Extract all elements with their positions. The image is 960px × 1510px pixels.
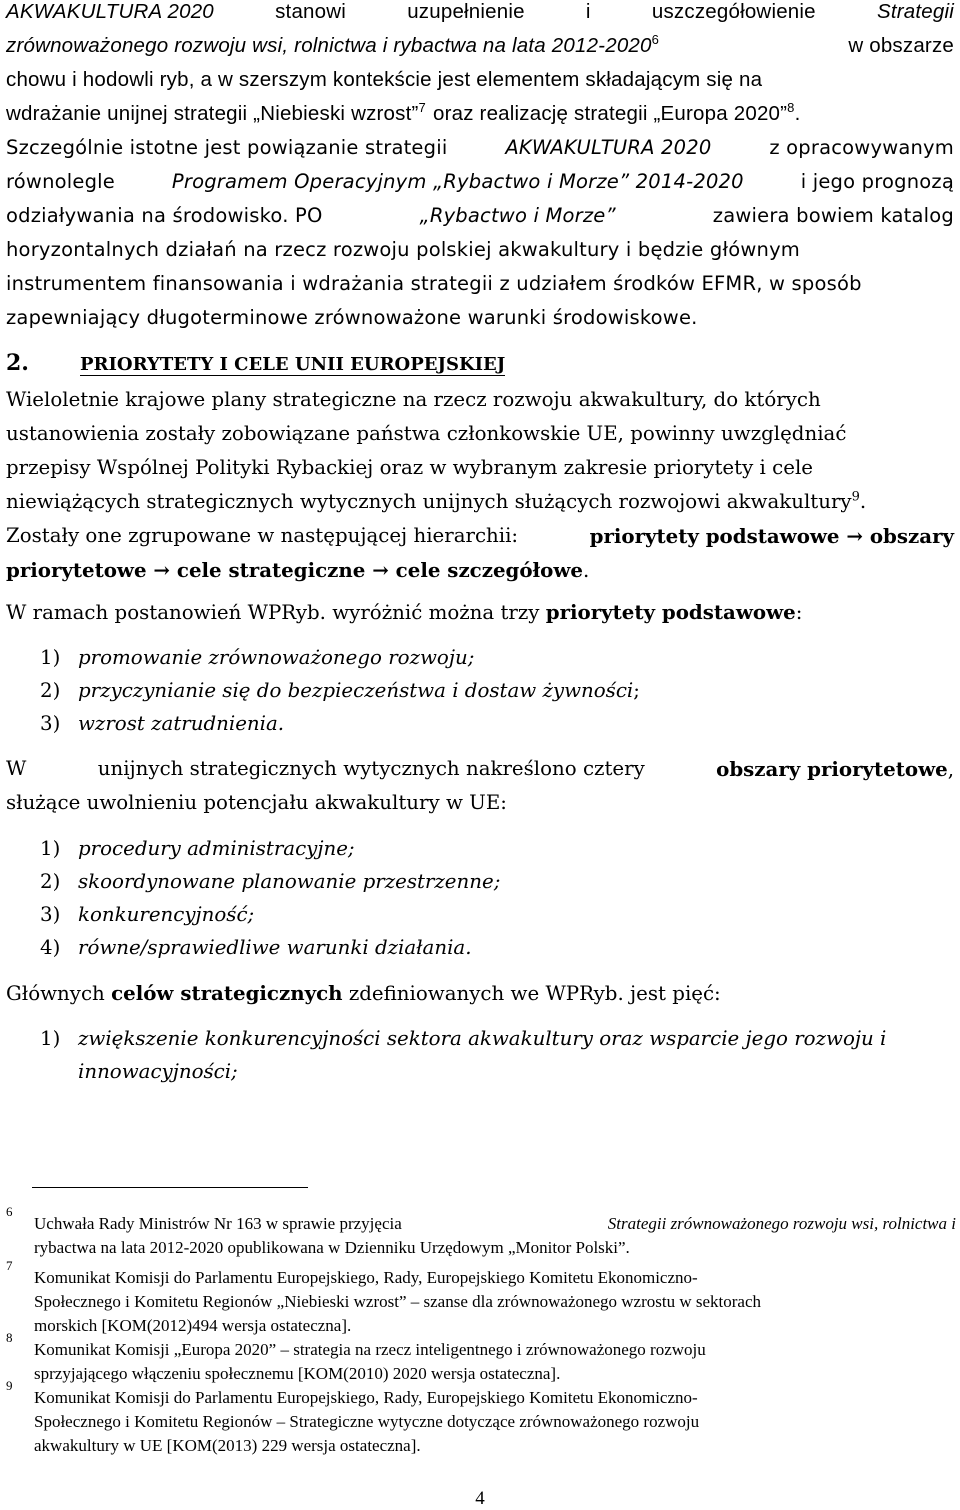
- word: uzupełnienie: [407, 0, 525, 23]
- text-span: oraz realizację strategii „Europa 2020”: [432, 102, 788, 125]
- list-item: [6, 707, 954, 740]
- footnote-line: [34, 1236, 956, 1260]
- list-number: 2): [40, 679, 61, 702]
- list-item: [6, 865, 954, 898]
- paragraph-plans: [6, 383, 954, 587]
- title-small: NII: [310, 354, 351, 375]
- word: stanowi: [275, 0, 347, 23]
- footnotes: [6, 1194, 956, 1458]
- list-number: 1): [40, 1027, 61, 1050]
- text-line: [6, 131, 954, 165]
- text-span: służące uwolnieniu potencjału akwakultury w UE:: [6, 791, 507, 814]
- list-number: 4): [40, 936, 61, 959]
- italic-text: Programem Operacyjnym „Rybactwo i Morze” 2014-2020: [171, 170, 744, 193]
- footnote-line: [34, 1338, 956, 1362]
- text-line: [6, 233, 954, 267]
- text-line: [6, 63, 954, 97]
- text-span: Komunikat Komisji do Parlamentu Europejskiego, Rady, Europejskiego Komitetu Ekonomiczno-: [34, 1268, 698, 1287]
- title-cap: P: [80, 354, 94, 375]
- italic-text: konkurencyjność;: [78, 903, 255, 926]
- footnote-ref[interactable]: 7: [418, 100, 426, 116]
- text-line: [6, 786, 954, 820]
- text-line: [6, 752, 954, 786]
- text-line: [6, 301, 954, 335]
- italic-text: promowanie zrównoważonego rozwoju;: [78, 646, 475, 669]
- list-number: 1): [40, 837, 61, 860]
- footnote-line: [34, 1386, 956, 1410]
- footnote-line: [34, 1266, 956, 1290]
- text-span: Głównych: [6, 982, 105, 1005]
- punctuation: ;: [633, 679, 640, 702]
- footnote-line: [34, 1314, 956, 1338]
- bold-text: priorytetowe → cele strategiczne → cele szczegółowe: [6, 558, 583, 582]
- document-page: [6, 0, 954, 1088]
- text-line: [6, 165, 954, 199]
- list-item: [6, 674, 954, 707]
- text-span: zawiera bowiem katalog: [712, 204, 954, 227]
- footnote-mark: 7: [6, 1258, 13, 1273]
- footnote-mark: 6: [6, 1204, 13, 1219]
- paragraph-areas: [6, 752, 954, 820]
- text-span: horyzontalnych działań na rzecz rozwoju polskiej akwakultury i będzie głównym: [6, 238, 801, 261]
- text-span: unijnych strategicznych wytycznych nakreślono cztery: [97, 757, 645, 780]
- italic-text: przyczynianie się do bezpieczeństwa i dostaw żywności: [78, 679, 634, 702]
- italic-text: AKWAKULTURA 2020: [505, 136, 712, 159]
- footnote-line: [34, 1410, 956, 1434]
- footnote-9: [6, 1378, 956, 1458]
- text-span: W: [6, 757, 27, 780]
- list-goals: [6, 1022, 954, 1088]
- punctuation: :: [795, 601, 803, 624]
- text-span: równolegle: [6, 170, 115, 193]
- text-span: Komunikat Komisji „Europa 2020” – strategia na rzecz inteligentnego i zrównoważonego rozwoju: [34, 1340, 706, 1359]
- footnote-separator: [32, 1187, 308, 1188]
- italic-text: wzrost zatrudnienia.: [78, 712, 285, 735]
- text-span: ustanowienia zostały zobowiązane państwa członkowskie UE, powinny uwzględniać: [6, 422, 847, 445]
- text-line: [6, 417, 954, 451]
- bold-text: priorytety podstawowe: [545, 600, 796, 624]
- list-number: 2): [40, 870, 61, 893]
- list-areas: [6, 832, 954, 964]
- text-span: Komunikat Komisji do Parlamentu Europejskiego, Rady, Europejskiego Komitetu Ekonomiczno-: [34, 1388, 698, 1407]
- list-item: [6, 931, 954, 964]
- word: uszczegółowienie: [651, 0, 816, 23]
- text-span: W ramach postanowień WPRyb. wyróżnić można trzy: [6, 601, 540, 624]
- punctuation: .: [582, 559, 590, 582]
- paragraph-goals: [6, 976, 954, 1010]
- text-span: wdrażanie unijnej strategii „Niebieski wzrost”: [6, 102, 419, 125]
- footnote-line: [34, 1362, 956, 1386]
- footnote-mark: 8: [6, 1330, 13, 1345]
- italic-text: zrównoważonego rozwoju wsi, rolnictwa i rybactwa na lata 2012-2020: [6, 34, 652, 57]
- footnote-8: [6, 1330, 956, 1386]
- italic-text: procedury administracyjne;: [78, 837, 355, 860]
- italic-text: innowacyjności;: [78, 1060, 238, 1083]
- title-cap: U: [294, 354, 311, 375]
- text-span: chowu i hodowli ryb, a w szerszym kontekście jest elementem składającym się na: [6, 68, 763, 91]
- text-line: [6, 199, 954, 233]
- bold-text: celów strategicznych: [111, 981, 343, 1005]
- text-span: w obszarze: [848, 34, 954, 57]
- paragraph-intro: [6, 0, 954, 131]
- title-small: UROPEJSKIEJ: [363, 354, 506, 375]
- title-small: RIORYTETY I CELE: [93, 354, 295, 375]
- text-span: Społecznego i Komitetu Regionów – Strategiczne wytyczne dotyczące zrównoważonego rozwoju: [34, 1412, 700, 1431]
- text-line: [6, 267, 954, 301]
- italic-text: zwiększenie konkurencyjności sektora akwakultury oraz wsparcie jego rozwoju i: [78, 1027, 887, 1050]
- section-heading: [6, 347, 954, 379]
- text-span: rybactwa na lata 2012-2020 opublikowana w Dzienniku Urzędowym „Monitor Polski”.: [34, 1238, 630, 1257]
- text-span: Szczególnie istotne jest powiązanie strategii: [6, 136, 448, 159]
- footnote-ref[interactable]: 9: [851, 489, 860, 505]
- list-item-body: [78, 1022, 954, 1088]
- italic-text: skoordynowane planowanie przestrzenne;: [78, 870, 501, 893]
- italic-text: AKWAKULTURA 2020: [6, 0, 214, 23]
- text-span: Uchwała Rady Ministrów Nr 163 w sprawie przyjęcia: [34, 1214, 402, 1233]
- page-number: 4: [475, 1488, 485, 1509]
- text-span: odziaływania na środowisko. PO: [6, 204, 323, 227]
- text-span: zdefiniowanych we WPRyb. jest pięć:: [348, 982, 721, 1005]
- punctuation: ,: [947, 758, 954, 781]
- footnote-6: [6, 1194, 956, 1264]
- text-span: Społecznego i Komitetu Regionów „Niebieski wzrost” – szanse dla zrównoważonego wzrostu w sektorach: [34, 1292, 762, 1311]
- punctuation: .: [794, 102, 801, 125]
- section-title: [80, 355, 505, 376]
- italic-text: „Rybactwo i Morze”: [419, 204, 616, 227]
- text-span: morskich [KOM(2012)494 wersja ostateczna].: [34, 1316, 352, 1335]
- bold-text: obszary priorytetowe: [716, 757, 948, 781]
- text-span: instrumentem finansowania i wdrażania strategii z udziałem środków EFMR, w sposób: [6, 272, 862, 295]
- list-number: 1): [40, 646, 61, 669]
- footnote-7: [6, 1258, 956, 1338]
- text-line: [6, 97, 954, 131]
- section-number: 2.: [6, 350, 29, 376]
- text-line: [6, 0, 954, 29]
- text-span: sprzyjającego włączeniu społecznemu [KOM(2010) 2020 wersja ostateczna].: [34, 1364, 561, 1383]
- text-span: Wieloletnie krajowe plany strategiczne na rzecz rozwoju akwakultury, do których: [6, 388, 821, 411]
- list-item: [6, 641, 954, 674]
- text-span: zapewniający długoterminowe zrównoważone warunki środowiskowe.: [6, 306, 698, 329]
- text-span: Zostały one zgrupowane w następującej hierarchii:: [6, 524, 519, 547]
- text-span: i jego prognozą: [800, 170, 954, 193]
- text-line: [6, 519, 954, 553]
- text-span: niewiążących strategicznych wytycznych unijnych służących rozwojowi akwakultury: [6, 490, 852, 513]
- footnote-ref[interactable]: 6: [651, 32, 660, 48]
- list-item: [6, 898, 954, 931]
- text-span: przepisy Wspólnej Polityki Rybackiej oraz w wybranym zakresie priorytety i cele: [6, 456, 813, 479]
- italic-text: Strategii: [876, 0, 954, 23]
- text-line: [6, 485, 954, 519]
- text-line: [6, 451, 954, 485]
- word: i: [585, 0, 591, 23]
- text-line: [6, 29, 954, 63]
- list-item: [6, 832, 954, 865]
- footnote-ref[interactable]: 8: [787, 100, 795, 116]
- list-number: 3): [40, 712, 61, 735]
- footnote-mark: 9: [6, 1378, 13, 1393]
- text-line: [6, 553, 954, 587]
- paragraph-priorities: [6, 595, 954, 629]
- italic-text: Strategii zrównoważonego rozwoju wsi, rolnictwa i: [607, 1214, 956, 1233]
- punctuation: .: [859, 490, 867, 513]
- paragraph-relation: [6, 131, 954, 335]
- list-item: [6, 1022, 954, 1088]
- list-priorities: [6, 641, 954, 740]
- bold-text: priorytety podstawowe → obszary: [589, 524, 954, 548]
- title-cap: E: [350, 354, 364, 375]
- footnote-line: [34, 1434, 956, 1458]
- text-span: z opracowywanym: [769, 136, 954, 159]
- footnote-line: [34, 1290, 956, 1314]
- italic-text: równe/sprawiedliwe warunki działania.: [78, 936, 472, 959]
- text-span: akwakultury w UE [KOM(2013) 229 wersja ostateczna].: [34, 1436, 421, 1455]
- text-line: [6, 383, 954, 417]
- list-number: 3): [40, 903, 61, 926]
- footnote-line: [34, 1212, 956, 1236]
